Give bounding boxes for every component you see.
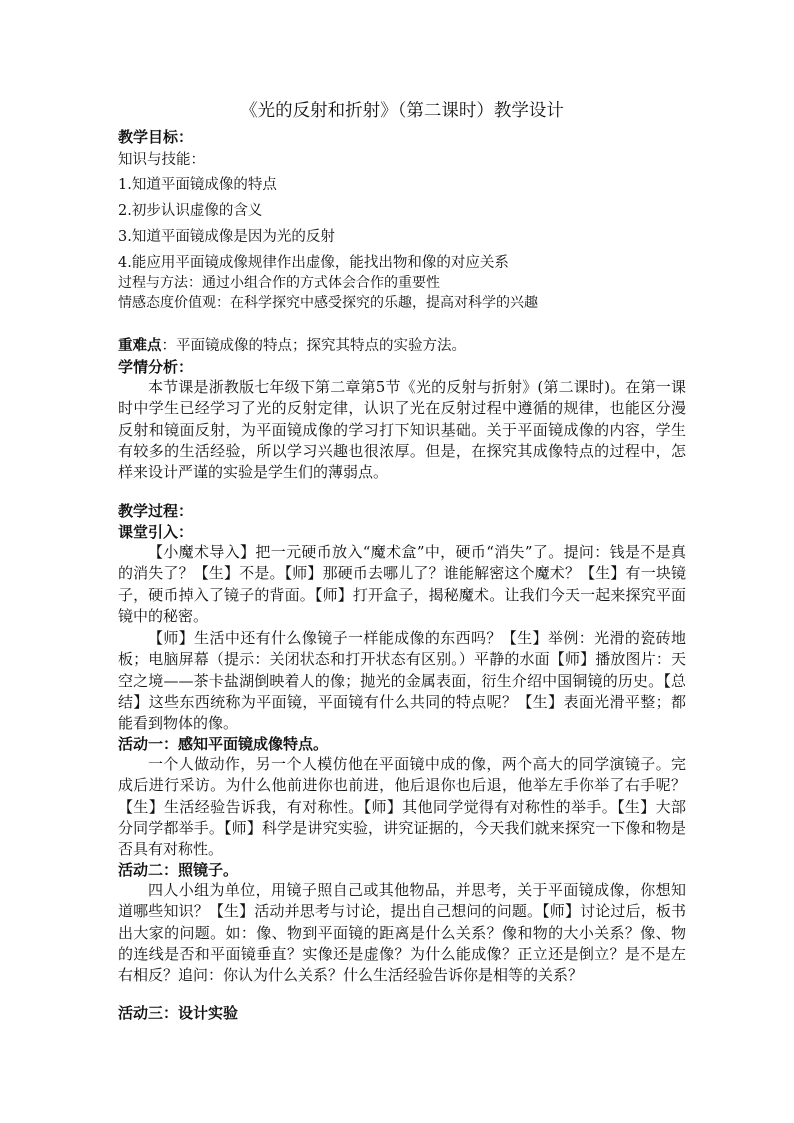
emotion-values: 情感态度价值观：在科学探究中感受探究的乐趣，提高对科学的兴趣 (118, 295, 538, 311)
process-heading: 教学过程： (118, 502, 194, 520)
activity-3-heading: 活动三：设计实验 (118, 1004, 239, 1022)
activity-2-paragraph: 四人小组为单位，用镜子照自己或其他物品，并思考，关于平面镜成像，你想知道哪些知识？【生】活动并思考与讨论，提出自己想问的问题。【师】讨论过后，板书出大家的问题。如：像、物到平面镜的距离是什么关系？像和物的大小关系？像、物的连线是否和平面镜垂直？实像还是虚像？为什么能成像？正立还是倒立？是不是左右相反？追问：你认为什么关系？什么生活经验告诉你是相等的关系？ (118, 881, 686, 985)
objective-item: 2.初步认识虚像的含义 (118, 203, 263, 219)
activity-1-heading: 活动一：感知平面镜成像特点。 (118, 735, 329, 753)
analysis-heading: 学情分析： (118, 358, 194, 376)
activity-1-paragraph: 一个人做动作，另一个人模仿他在平面镜中成的像，两个高大的同学演镜子。完成后进行采访。为什么他前进你也前进，他后退你也后退，他举左手你举了右手呢？【生】生活经验告诉我，有对称性。【师】其他同学觉得有对称性的举手。【生】大部分同学都举手。【师】科学是讲究实验，讲究证据的，今天我们就来探究一下像和物是否具有对称性。 (118, 755, 686, 859)
key-points-label: 重难点 (118, 337, 162, 354)
knowledge-heading: 知识与技能： (118, 152, 205, 168)
document-title: 《光的反射和折射》（第二课时）教学设计 (240, 101, 564, 121)
key-points (118, 336, 466, 356)
objective-item: 4.能应用平面镜成像规律作出虚像，能找出物和像的对应关系 (118, 255, 509, 271)
intro-paragraph: 【师】生活中还有什么像镜子一样能成像的东西吗？【生】举例：光滑的瓷砖地板；电脑屏幕（提示：关闭状态和打开状态有区别。）平静的水面【师】播放图片：天空之境——茶卡盐湖倒映着人的像；抛光的金属表面，衍生介绍中国铜镜的历史。【总结】这些东西统称为平面镜，平面镜有什么共同的特点呢？【生】表面光滑平整；都能看到物体的像。 (118, 629, 686, 733)
intro-heading: 课堂引入： (118, 523, 194, 541)
intro-paragraph: 【小魔术导入】把一元硬币放入“魔术盒”中，硬币“消失”了。提问：钱是不是真的消失了？【生】不是。【师】那硬币去哪儿了？谁能解密这个魔术？【生】有一块镜子，硬币掉入了镜子的背面。【师】打开盒子，揭秘魔术。让我们今天一起来探究平面镜中的秘密。 (118, 543, 686, 625)
analysis-paragraph: 本节课是浙教版七年级下第二章第5节《光的反射与折射》(第二课时)。在第一课时中学生已经学习了光的反射定律，认识了光在反射过程中遵循的规律，也能区分漫反射和镜面反射，为平面镜成像的学习打下知识基础。关于平面镜成像的内容，学生有较多的生活经验，所以学习兴趣也很浓厚。但是，在探究其成像特点的过程中，怎样来设计严谨的实验是学生们的薄弱点。 (118, 378, 686, 482)
objective-item: 1.知道平面镜成像的特点 (118, 177, 277, 193)
objective-item: 3.知道平面镜成像是因为光的反射 (118, 229, 335, 245)
activity-2-heading: 活动二：照镜子。 (118, 861, 239, 879)
objectives-heading: 教学目标： (118, 128, 194, 146)
key-points-text: ：平面镜成像的特点；探究其特点的实验方法。 (161, 338, 466, 354)
process-method: 过程与方法：通过小组合作的方式体会合作的重要性 (118, 275, 440, 291)
